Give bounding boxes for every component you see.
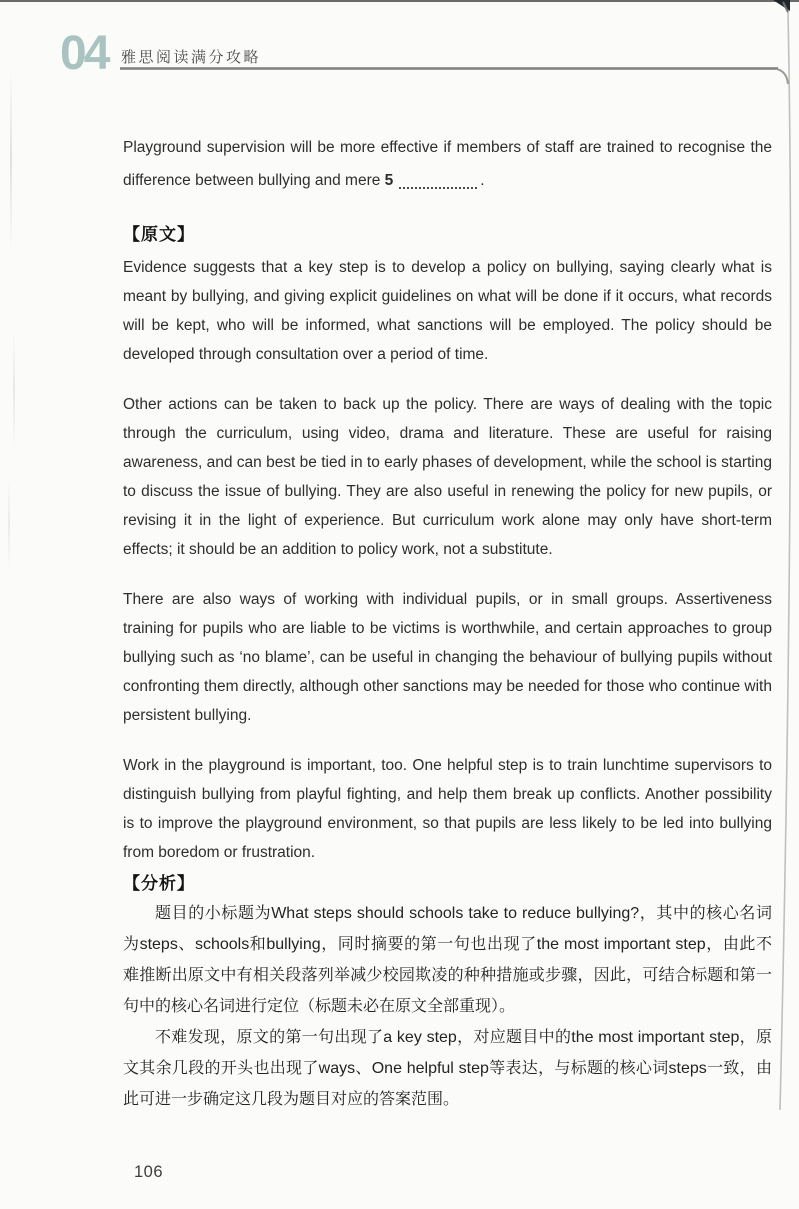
question-summary-paragraph [123, 131, 772, 197]
question-blank-number: 5 [384, 172, 394, 189]
scan-streak [13, 330, 15, 450]
original-paragraph: Evidence suggests that a key step is to develop a policy on bullying, saying clearly what is meant by bullying, and giving explicit guidelines on what will be done if it occurs, what records will be kept, who will be informed, what sanctions will be employed. The policy should be developed through consultation over a period of time. [123, 259, 772, 363]
scan-streak [8, 480, 10, 570]
section-heading-original: 【原文】 [123, 225, 195, 244]
analysis-paragraph: 不难发现，原文的第一句出现了a key step，对应题目中的the most important step，原文其余几段的开头也出现了ways、One helpful step等表达，与标题的核心词steps一致，由此可进一步确定这几段为题目对应的答案范围。 [123, 1029, 772, 1108]
chapter-title: 雅思阅读满分攻略 [121, 49, 262, 66]
answer-blank-dotted-line [399, 174, 477, 189]
page-content [123, 131, 772, 1115]
page-number: 106 [134, 1163, 164, 1181]
question-text-before-blank: Playground supervision will be more effective if members of staff are trained to recognise the difference between bullying and mere [123, 139, 772, 189]
section-heading-analysis: 【分析】 [123, 874, 195, 893]
question-text-after-blank: . [480, 172, 485, 189]
original-paragraph: There are also ways of working with individual pupils, or in small groups. Assertiveness training for pupils who are liable to be victims is worthwhile, and certain approaches to group bullying such as ‘no blame’, can be useful in changing the behaviour of bullying pupils without confronting them directly, although other sanctions may be needed for those who continue with persistent bullying. [123, 591, 772, 724]
header-rule [120, 67, 778, 70]
original-paragraph: Other actions can be taken to back up the policy. There are ways of dealing with the topic through the curriculum, using video, drama and literature. These are useful for raising awareness, and can best be tied in to early phases of development, while the school is starting to discuss the issue of bullying. They are also useful in renewing the policy for new pupils, or revising it in the light of experience. But curriculum work alone may only have short-term effects; it should be an addition to policy work, not a substitute. [123, 396, 772, 558]
scan-streak [10, 70, 12, 250]
chapter-number: 04 [60, 27, 108, 80]
analysis-paragraph: 题目的小标题为What steps should schools take to reduce bullying?，其中的核心名词为steps、schools和bullying，同时摘要的第一句也出现了the most important step，由此不难推断出原文中有相关段落列举减少校园欺凌的种种措施或步骤，因此，可结合标题和第一句中的核心名词进行定位（标题未必在原文全部重现）。 [123, 905, 772, 1015]
original-paragraph: Work in the playground is important, too. One helpful step is to train lunchtime supervisors to distinguish bullying from playful fighting, and help them break up conflicts. Another possibility is to improve the playground environment, so that pupils are less likely to be led into bullying from boredom or frustration. [123, 757, 772, 861]
